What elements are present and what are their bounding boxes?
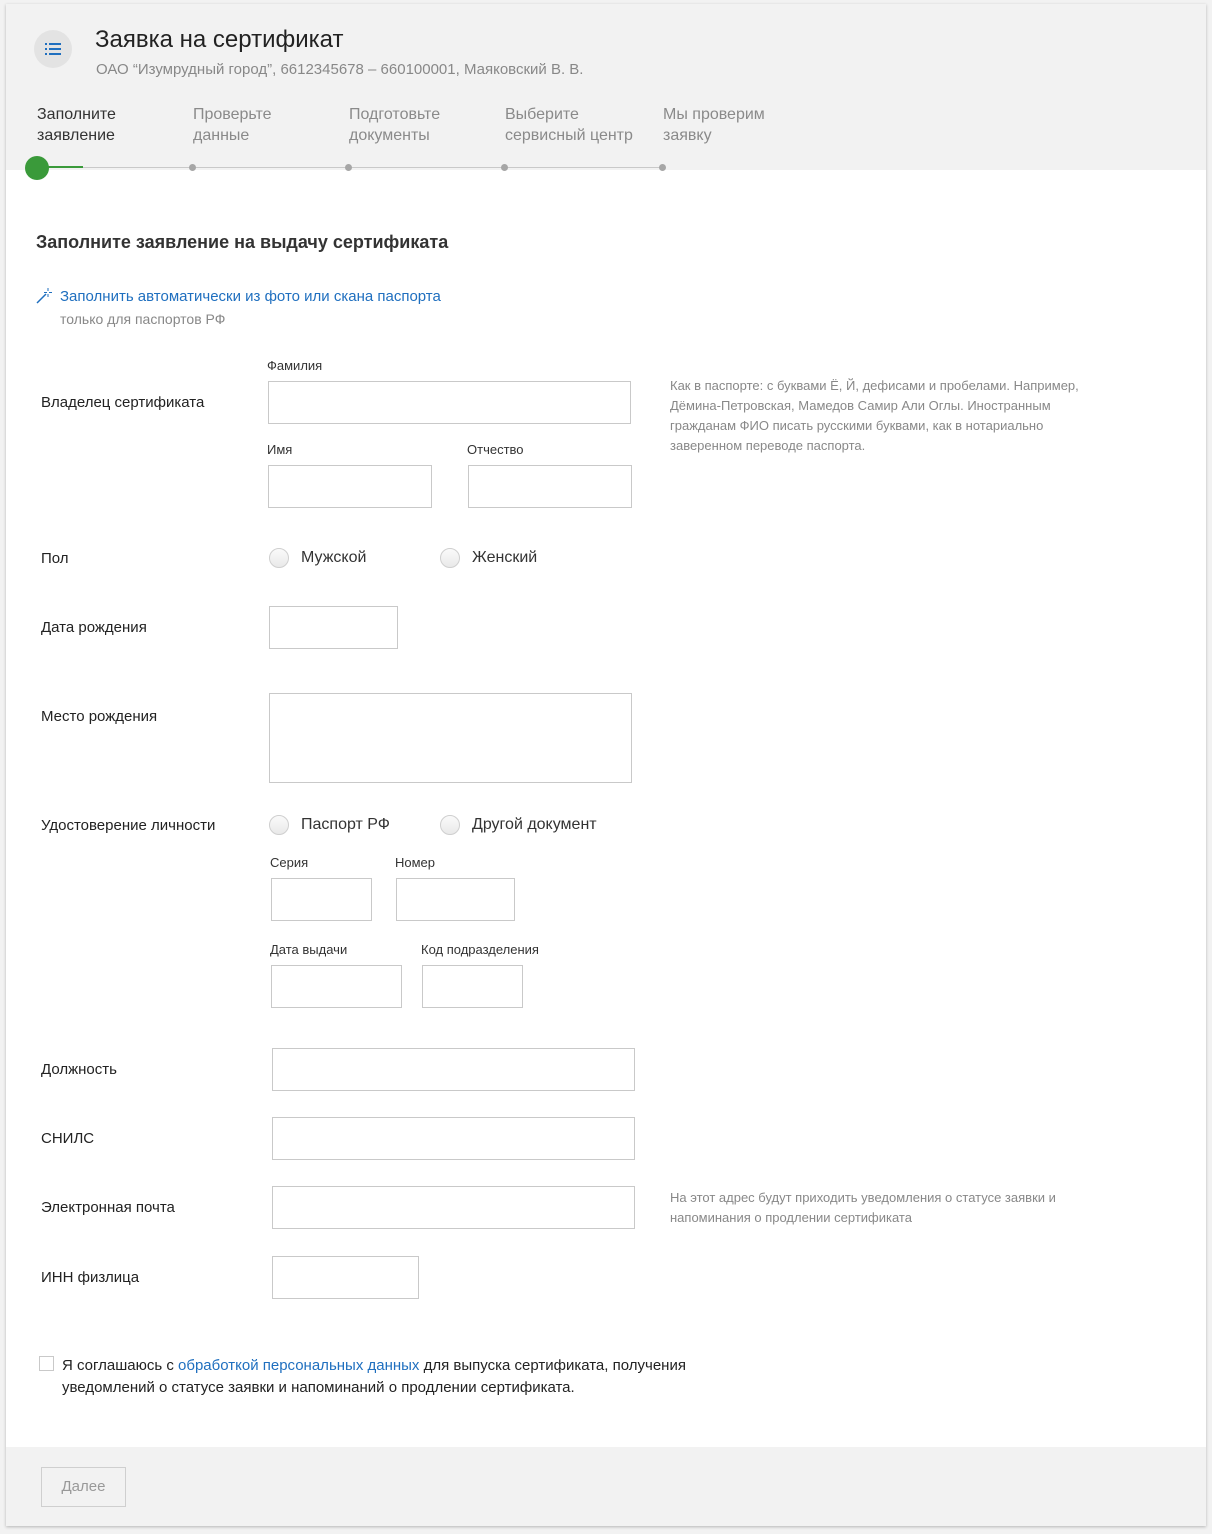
autofill-note: только для паспортов РФ bbox=[60, 311, 226, 327]
header bbox=[6, 4, 1206, 170]
owner-hint: Как в паспорте: с буквами Ё, Й, дефисами и пробелами. Например, Дёмина-Петровская, Мамедов Самир Али Оглы. Иностранным гражданам ФИО писать русскими буквами, как в нотариально заверенном переводе паспорта. bbox=[670, 378, 1079, 453]
passport-rf-radio[interactable] bbox=[269, 815, 289, 835]
page-subtitle: ОАО “Изумрудный город”, 6612345678 – 660100001, Маяковский В. В. bbox=[96, 61, 584, 78]
email-input[interactable] bbox=[272, 1186, 635, 1229]
birth-place-label: Место рождения bbox=[41, 708, 158, 725]
consent-checkbox[interactable] bbox=[39, 1356, 54, 1371]
email-label: Электронная почта bbox=[41, 1199, 175, 1216]
snils-label: СНИЛС bbox=[41, 1130, 95, 1147]
owner-label: Владелец сертификата bbox=[41, 394, 205, 411]
position-input[interactable] bbox=[272, 1048, 635, 1091]
middle-name-label: Отчество bbox=[467, 442, 524, 457]
consent-prefix: Я соглашаюсь с bbox=[62, 1357, 179, 1374]
step-dot bbox=[501, 164, 508, 171]
issue-date-input[interactable] bbox=[271, 965, 402, 1008]
number-input[interactable] bbox=[396, 878, 515, 921]
other-document-label[interactable]: Другой документ bbox=[472, 816, 597, 833]
inn-input[interactable] bbox=[272, 1256, 419, 1299]
birth-date-label: Дата рождения bbox=[41, 619, 147, 636]
birth-place-input[interactable] bbox=[269, 693, 632, 783]
gender-label: Пол bbox=[41, 550, 69, 567]
magic-wand-icon bbox=[36, 288, 52, 304]
division-code-label: Код подразделения bbox=[421, 942, 539, 957]
gender-male-label[interactable]: Мужской bbox=[301, 549, 367, 566]
series-label: Серия bbox=[270, 855, 309, 870]
step-we-check[interactable]: Мы проверим заявку bbox=[663, 106, 765, 144]
menu-button[interactable] bbox=[34, 30, 72, 68]
step-dot bbox=[345, 164, 352, 171]
step-dot-active bbox=[25, 156, 49, 180]
email-hint: На этот адрес будут приходить уведомления о статусе заявки и напоминания о продлении сертификата bbox=[670, 1190, 1056, 1225]
first-name-input[interactable] bbox=[268, 465, 432, 508]
series-input[interactable] bbox=[271, 878, 372, 921]
page-title: Заявка на сертификат bbox=[95, 26, 344, 53]
form-title: Заполните заявление на выдачу сертификата bbox=[36, 232, 449, 252]
step-prepare-documents[interactable]: Подготовьте документы bbox=[349, 106, 441, 144]
consent-suffix: для выпуска сертификата, получения уведомлений о статусе заявки и напоминаний о продлении сертификата. bbox=[62, 1357, 686, 1396]
step-dot bbox=[189, 164, 196, 171]
birth-date-input[interactable] bbox=[269, 606, 398, 649]
personal-data-link[interactable]: обработкой персональных данных bbox=[178, 1357, 420, 1374]
gender-male-radio[interactable] bbox=[269, 548, 289, 568]
last-name-label: Фамилия bbox=[267, 358, 323, 373]
position-label: Должность bbox=[41, 1061, 117, 1078]
consent-text bbox=[62, 1355, 712, 1399]
issue-date-label: Дата выдачи bbox=[270, 942, 348, 957]
division-code-input[interactable] bbox=[422, 965, 523, 1008]
middle-name-input[interactable] bbox=[468, 465, 632, 508]
footer bbox=[6, 1447, 1206, 1526]
step-dot bbox=[659, 164, 666, 171]
snils-input[interactable] bbox=[272, 1117, 635, 1160]
next-button[interactable]: Далее bbox=[41, 1467, 126, 1507]
list-icon bbox=[45, 42, 61, 56]
number-label: Номер bbox=[395, 855, 436, 870]
inn-label: ИНН физлица bbox=[41, 1269, 140, 1286]
identity-label: Удостоверение личности bbox=[41, 817, 216, 834]
last-name-input[interactable] bbox=[268, 381, 631, 424]
first-name-label: Имя bbox=[267, 442, 293, 457]
autofill-link[interactable]: Заполнить автоматически из фото или скана паспорта bbox=[60, 288, 441, 305]
step-check-data[interactable]: Проверьте данные bbox=[193, 106, 272, 144]
application-card bbox=[6, 4, 1206, 1526]
step-choose-service-center[interactable]: Выберите сервисный центр bbox=[505, 106, 633, 144]
step-fill-application[interactable]: Заполните заявление bbox=[37, 106, 116, 144]
passport-rf-label[interactable]: Паспорт РФ bbox=[301, 816, 390, 833]
gender-female-label[interactable]: Женский bbox=[472, 549, 538, 566]
other-document-radio[interactable] bbox=[440, 815, 460, 835]
gender-female-radio[interactable] bbox=[440, 548, 460, 568]
